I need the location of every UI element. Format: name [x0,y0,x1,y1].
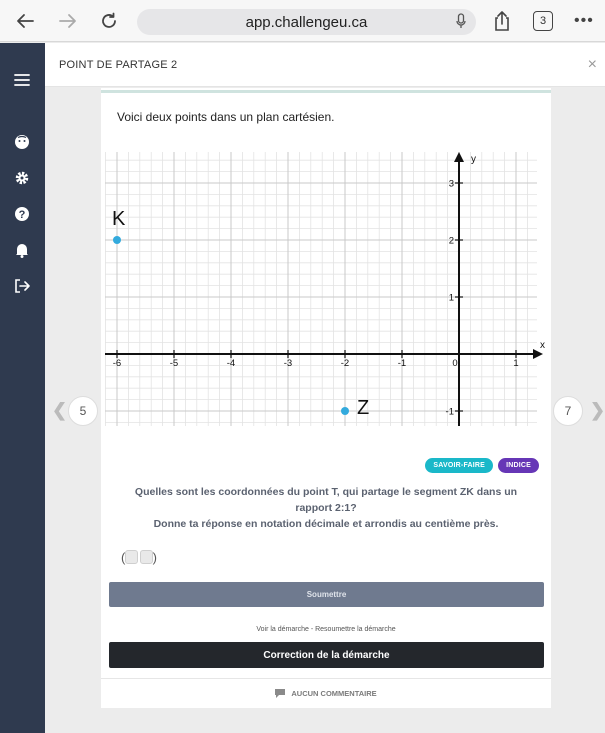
question-card [101,88,551,708]
tab-count-button[interactable]: 3 [533,11,553,31]
gear-icon[interactable] [11,167,33,189]
demarche-links: Voir la démarche - Resoumettre la démarche [256,626,396,633]
cartesian-graph [101,148,551,438]
microphone-icon[interactable] [456,13,466,33]
point-z [341,407,349,415]
x-tick-label: -5 [169,358,179,369]
point-k [113,236,121,244]
more-options-icon[interactable]: ••• [574,12,594,29]
comments-bar[interactable] [101,678,551,708]
x-tick-label: 0 [452,358,458,369]
question-intro: Voici deux points dans un plan cartésien. [117,110,335,124]
logout-icon[interactable] [11,275,33,297]
browser-toolbar [0,0,605,42]
y-coordinate-field[interactable] [140,550,153,564]
page-header [45,43,605,87]
x-tick-label: -4 [226,358,236,369]
point-label-z: Z [357,397,370,419]
url-bar[interactable] [137,9,476,35]
resoumettre-demarche-link[interactable]: Resoumettre la démarche [315,626,396,633]
question-text [125,484,527,532]
forward-arrow-icon[interactable] [55,8,81,34]
back-arrow-icon[interactable] [12,8,38,34]
x-coordinate-field[interactable] [125,550,138,564]
question-line-2: Donne ta réponse en notation décimale et arrondis au centième près. [153,518,499,530]
x-axis-label: x [540,340,545,351]
x-tick-label: -2 [340,358,350,369]
badge-group [425,458,539,473]
y-tick-label: 1 [448,292,454,304]
coordinate-answer-input [121,548,157,566]
menu-icon[interactable] [11,69,33,91]
correction-button[interactable]: Correction de la démarche [109,642,544,668]
comment-icon [275,689,285,698]
voir-demarche-link[interactable]: Voir la démarche [256,626,309,633]
x-tick-label: -6 [112,358,122,369]
share-icon[interactable] [489,8,515,34]
previous-question-button[interactable]: 5 [68,396,98,426]
close-icon[interactable]: × [587,56,597,73]
next-question-button[interactable]: 7 [553,396,583,426]
y-tick-label: -1 [445,406,454,418]
sidebar [0,43,45,733]
submit-button[interactable]: Soumettre [109,582,544,607]
chevron-right-icon[interactable]: ❯ [590,400,605,420]
x-tick-label: 1 [513,358,519,369]
indice-badge[interactable]: INDICE [498,458,539,473]
y-tick-label: 3 [448,178,454,190]
bell-icon[interactable] [11,239,33,261]
open-paren: ( [121,549,126,565]
question-line-1: Quelles sont les coordonnées du point T, qui partage le segment ZK dans un rapport 2:1? [134,486,518,514]
reload-icon[interactable] [96,8,122,34]
url-text: app.challengeu.ca [245,13,368,31]
point-label-k: K [112,208,126,230]
chevron-left-icon[interactable]: ❮ [52,400,68,420]
x-tick-label: -3 [283,358,293,369]
y-tick-label: 2 [448,235,454,247]
profile-icon[interactable] [11,131,33,153]
svg-text:?: ? [18,209,26,221]
y-axis-label: y [471,154,476,165]
card-top-border [101,90,551,93]
page-title: POINT DE PARTAGE 2 [59,59,178,71]
savoir-faire-badge[interactable]: SAVOIR-FAIRE [425,458,493,473]
y-axis-arrow [454,152,464,162]
help-icon[interactable] [11,203,33,225]
close-paren: ) [152,549,157,565]
x-tick-label: -1 [397,358,407,369]
comments-label: AUCUN COMMENTAIRE [291,689,377,698]
